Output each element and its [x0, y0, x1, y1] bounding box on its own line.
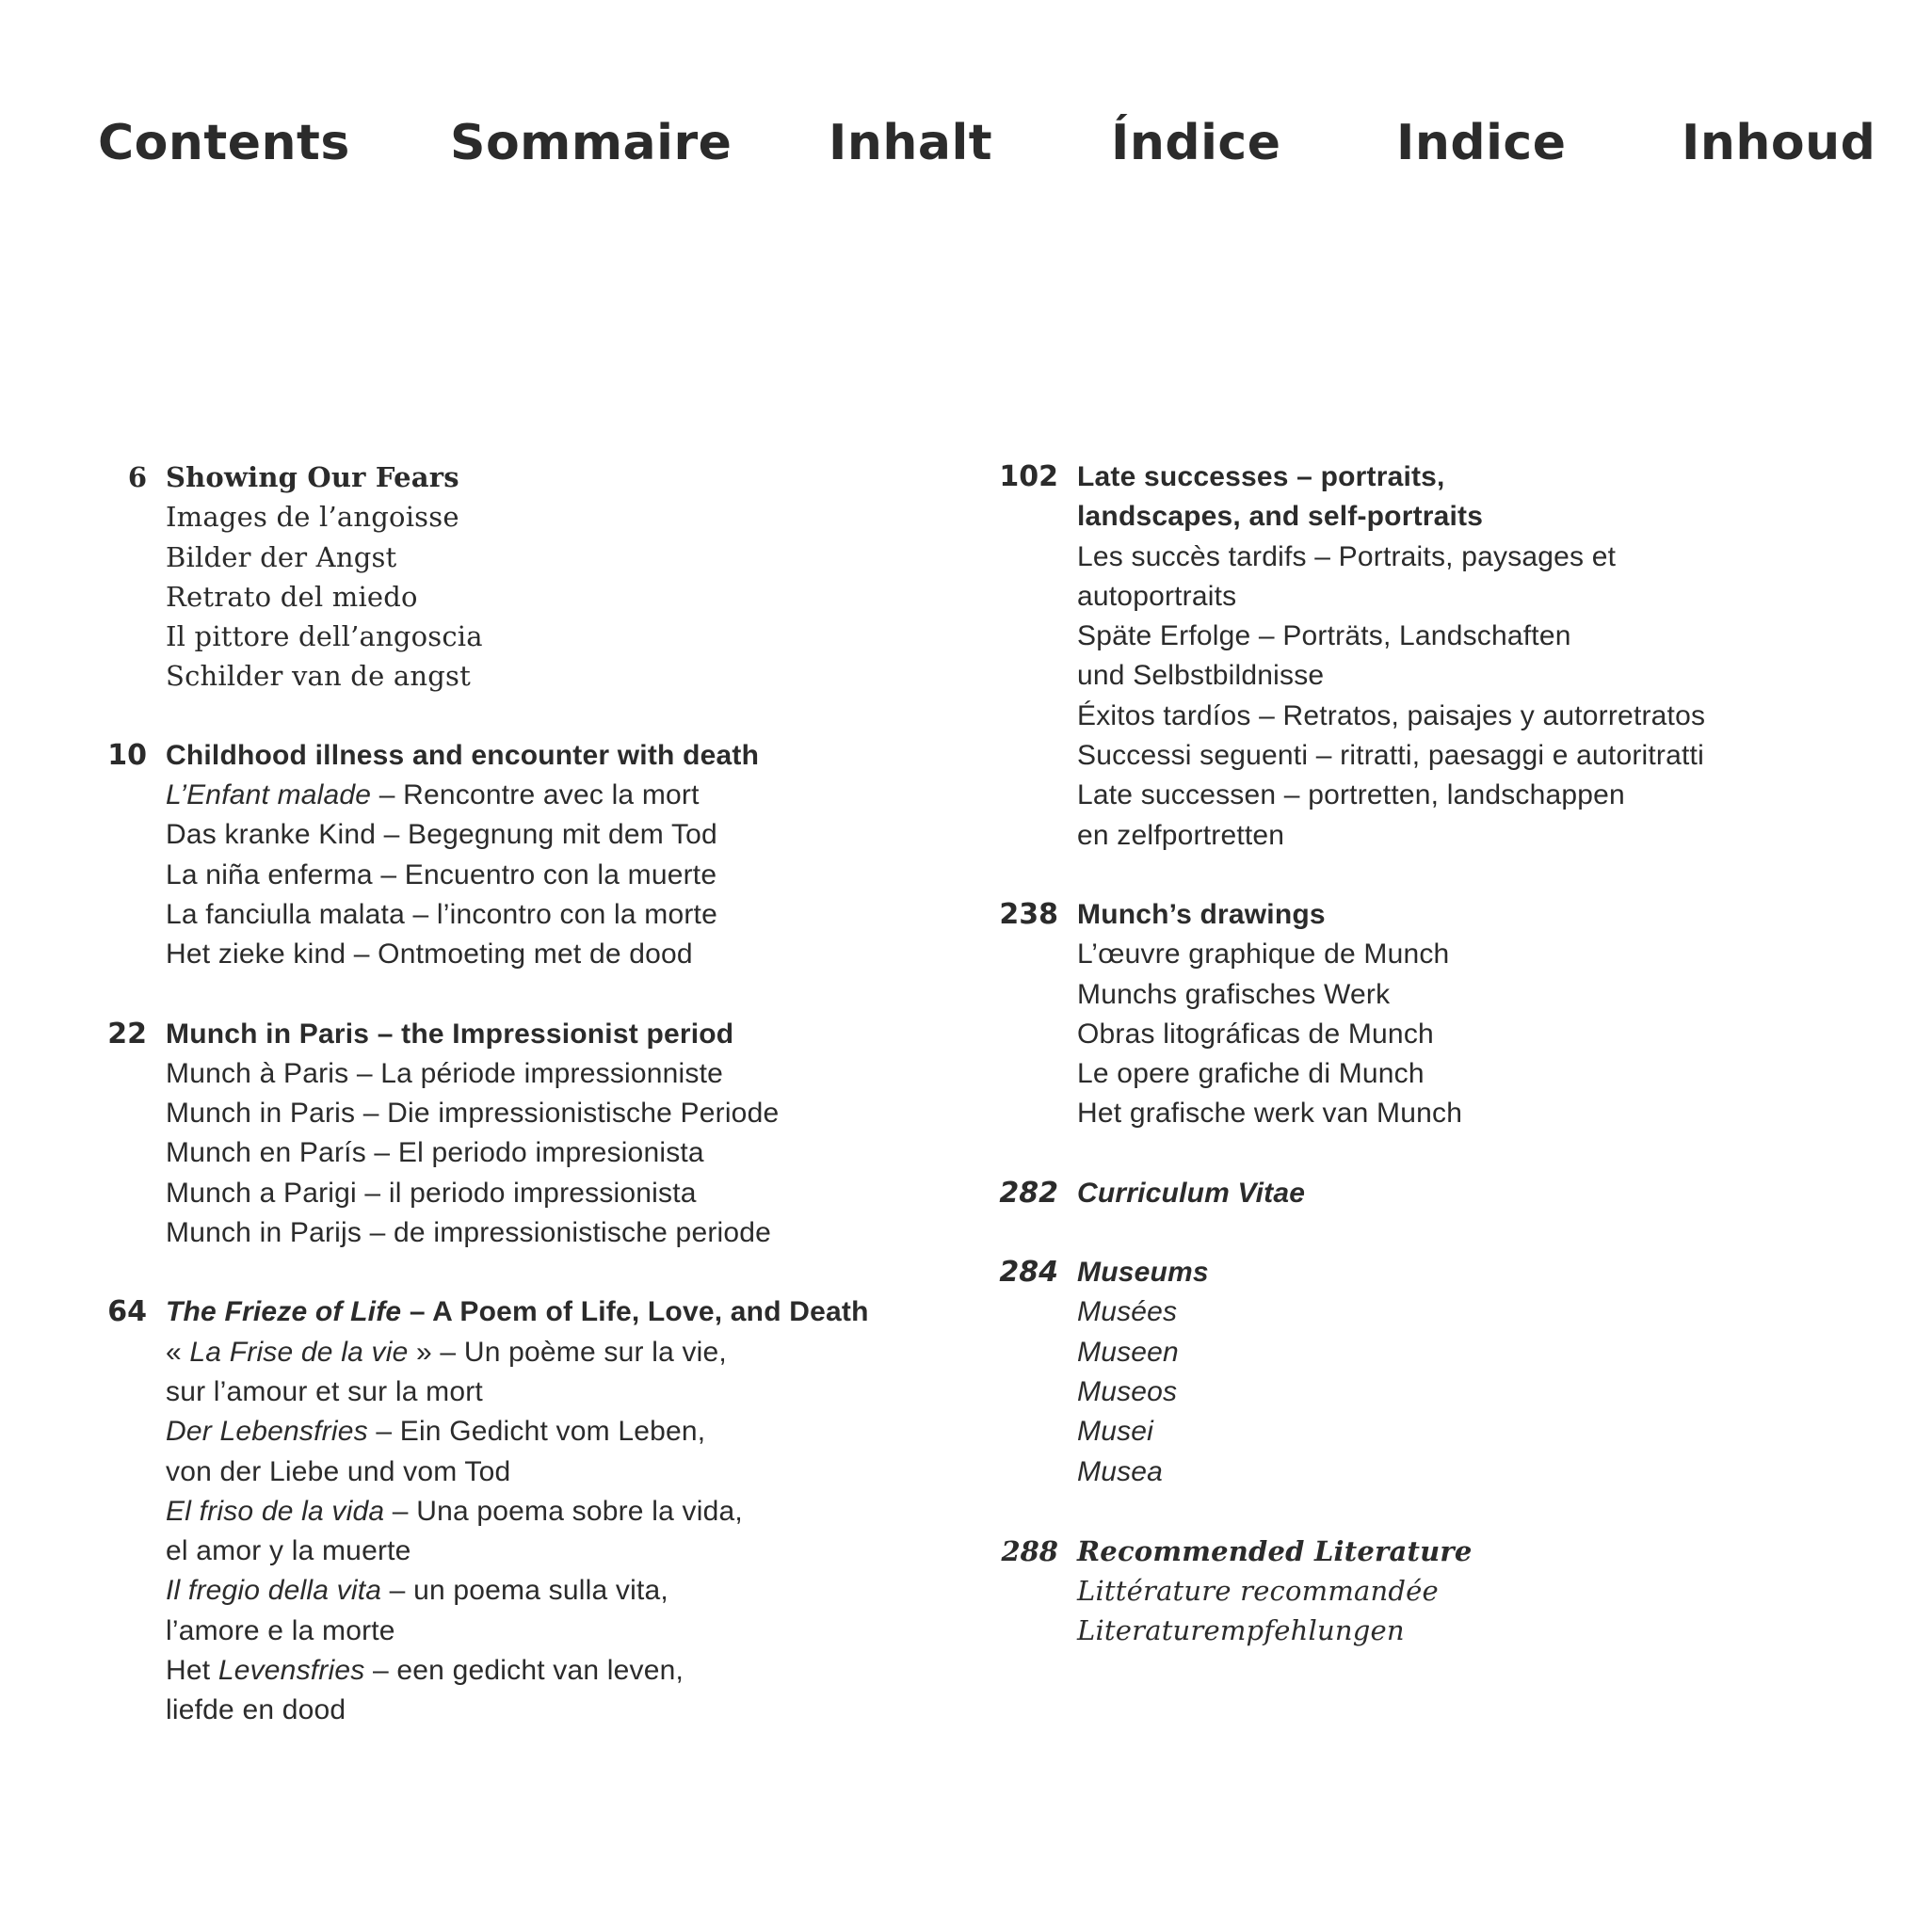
entry-title: Late successes – portraits, — [1077, 461, 1445, 492]
entry-translation: en zelfportretten — [1077, 819, 1285, 851]
entry-translation: Il pittore dell’angoscia — [166, 620, 483, 653]
italic-title: Der Lebensfries — [166, 1416, 368, 1448]
entry-translation: L’Enfant malade – Rencontre avec la mort — [166, 779, 700, 811]
italic-title: Il fregio della vita — [166, 1575, 382, 1607]
page-number: 6 — [127, 461, 147, 493]
entry-translation: Munch in Parijs – de impressionistische periode — [166, 1217, 772, 1249]
entry-translation: « La Frise de la vie » – Un poème sur la vie, — [166, 1336, 727, 1368]
entry-translation: Schilder van de angst — [166, 660, 471, 693]
entry-translation: landscapes, and self-portraits — [1077, 501, 1484, 533]
entry-title: Curriculum Vitae — [1077, 1177, 1306, 1209]
page-number: 282 — [999, 1176, 1058, 1210]
entry-translation: Littérature recommandée — [1077, 1575, 1439, 1608]
entry-translation: El friso de la vida – Una poema sobre la vida, — [166, 1495, 743, 1527]
entry-title: Munch’s drawings — [1077, 898, 1326, 930]
page-number: 284 — [999, 1256, 1058, 1290]
entry-translation: Museos — [1077, 1375, 1178, 1407]
toc-entry — [90, 457, 938, 697]
page-number: 102 — [999, 460, 1058, 493]
header-inhalt: Inhalt — [829, 115, 993, 171]
entry-translation: Retrato del miedo — [166, 580, 418, 613]
entry-translation: Musea — [1077, 1455, 1164, 1487]
entry-translation: Obras litográficas de Munch — [1077, 1018, 1434, 1050]
entry-translation: Musei — [1077, 1416, 1154, 1448]
entry-title: Munch in Paris – the Impressionist period — [166, 1018, 734, 1050]
entry-translation: Das kranke Kind – Begegnung mit dem Tod — [166, 819, 717, 851]
toc-entry — [979, 457, 1883, 856]
entry-translation: Het grafische werk van Munch — [1077, 1098, 1463, 1130]
entry-title: Showing Our Fears — [166, 461, 459, 493]
entry-translation: und Selbstbildnisse — [1077, 660, 1325, 692]
toc-entry — [979, 1174, 1883, 1213]
entry-translation: Munch a Parigi – il periodo impressionista — [166, 1177, 697, 1209]
entry-translation: Literaturempfehlungen — [1077, 1614, 1405, 1647]
entry-translation: von der Liebe und vom Tod — [166, 1455, 511, 1487]
entry-translation: Het Levensfries – een gedicht van leven, — [166, 1655, 684, 1687]
entry-translation: Les succès tardifs – Portraits, paysages et — [1077, 540, 1617, 572]
page-number: 64 — [107, 1295, 147, 1329]
entry-title: Museums — [1077, 1257, 1209, 1289]
header-indice-es: Índice — [1111, 115, 1281, 171]
entry-translation: Bilder der Angst — [166, 540, 397, 573]
entry-translation: La niña enferma – Encuentro con la muerte — [166, 858, 717, 890]
entry-translation: Munch en París – El periodo impresionista — [166, 1137, 704, 1169]
entry-translation: Museen — [1077, 1336, 1179, 1368]
entry-translation: liefde en dood — [166, 1694, 346, 1726]
entry-translation: Musées — [1077, 1296, 1178, 1328]
toc-entry — [90, 736, 938, 975]
entry-title: Recommended Literature — [1077, 1534, 1473, 1567]
page-number: 288 — [1001, 1534, 1058, 1567]
page-number: 22 — [107, 1017, 147, 1051]
italic-title: The Frieze of Life — [166, 1296, 402, 1328]
entry-translation: Munch à Paris – La période impressionniste — [166, 1057, 724, 1089]
entry-translation: sur l’amour et sur la mort — [166, 1375, 483, 1407]
toc-entry — [90, 1292, 938, 1730]
page-number: 238 — [999, 897, 1058, 931]
entry-translation: el amor y la muerte — [166, 1535, 411, 1567]
italic-title: L’Enfant malade — [166, 779, 372, 811]
page-number: 10 — [107, 738, 147, 772]
header-contents: Contents — [98, 115, 350, 171]
toc-entry — [979, 1532, 1883, 1651]
entry-translation: La fanciulla malata – l’incontro con la morte — [166, 898, 717, 930]
entry-translation: Le opere grafiche di Munch — [1077, 1058, 1425, 1090]
italic-title: La Frise de la vie — [189, 1336, 409, 1368]
entry-title: The Frieze of Life – A Poem of Life, Love, and Death — [166, 1296, 869, 1328]
toc-entry — [90, 1015, 938, 1254]
header-indice-it: Indice — [1396, 115, 1567, 171]
entry-translation: autoportraits — [1077, 580, 1237, 612]
toc-entry — [979, 895, 1883, 1134]
language-headers — [0, 115, 1932, 190]
entry-translation: Successi seguenti – ritratti, paesaggi e autoritratti — [1077, 740, 1704, 772]
entry-translation: l’amore e la morte — [166, 1614, 395, 1646]
header-sommaire: Sommaire — [450, 115, 733, 171]
toc-entry — [979, 1253, 1883, 1492]
entry-translation: Late successen – portretten, landschappen — [1077, 779, 1625, 811]
italic-title: El friso de la vida — [166, 1495, 385, 1527]
entry-translation: Munchs grafisches Werk — [1077, 978, 1391, 1010]
italic-title: Levensfries — [217, 1655, 365, 1687]
entry-translation: Images de l’angoisse — [166, 501, 459, 534]
toc-right-column — [979, 457, 1883, 1691]
entry-translation: Der Lebensfries – Ein Gedicht vom Leben, — [166, 1416, 706, 1448]
entry-title: Childhood illness and encounter with death — [166, 739, 760, 771]
entry-translation: Späte Erfolge – Porträts, Landschaften — [1077, 620, 1571, 652]
entry-translation: Munch in Paris – Die impressionistische Periode — [166, 1098, 780, 1130]
entry-translation: Éxitos tardíos – Retratos, paisajes y autorretratos — [1077, 699, 1706, 731]
entry-translation: L’œuvre graphique de Munch — [1077, 938, 1450, 971]
entry-translation: Het zieke kind – Ontmoeting met de dood — [166, 938, 693, 971]
entry-translation: Il fregio della vita – un poema sulla vita, — [166, 1575, 668, 1607]
header-inhoud: Inhoud — [1682, 115, 1876, 171]
toc-left-column — [90, 457, 938, 1771]
